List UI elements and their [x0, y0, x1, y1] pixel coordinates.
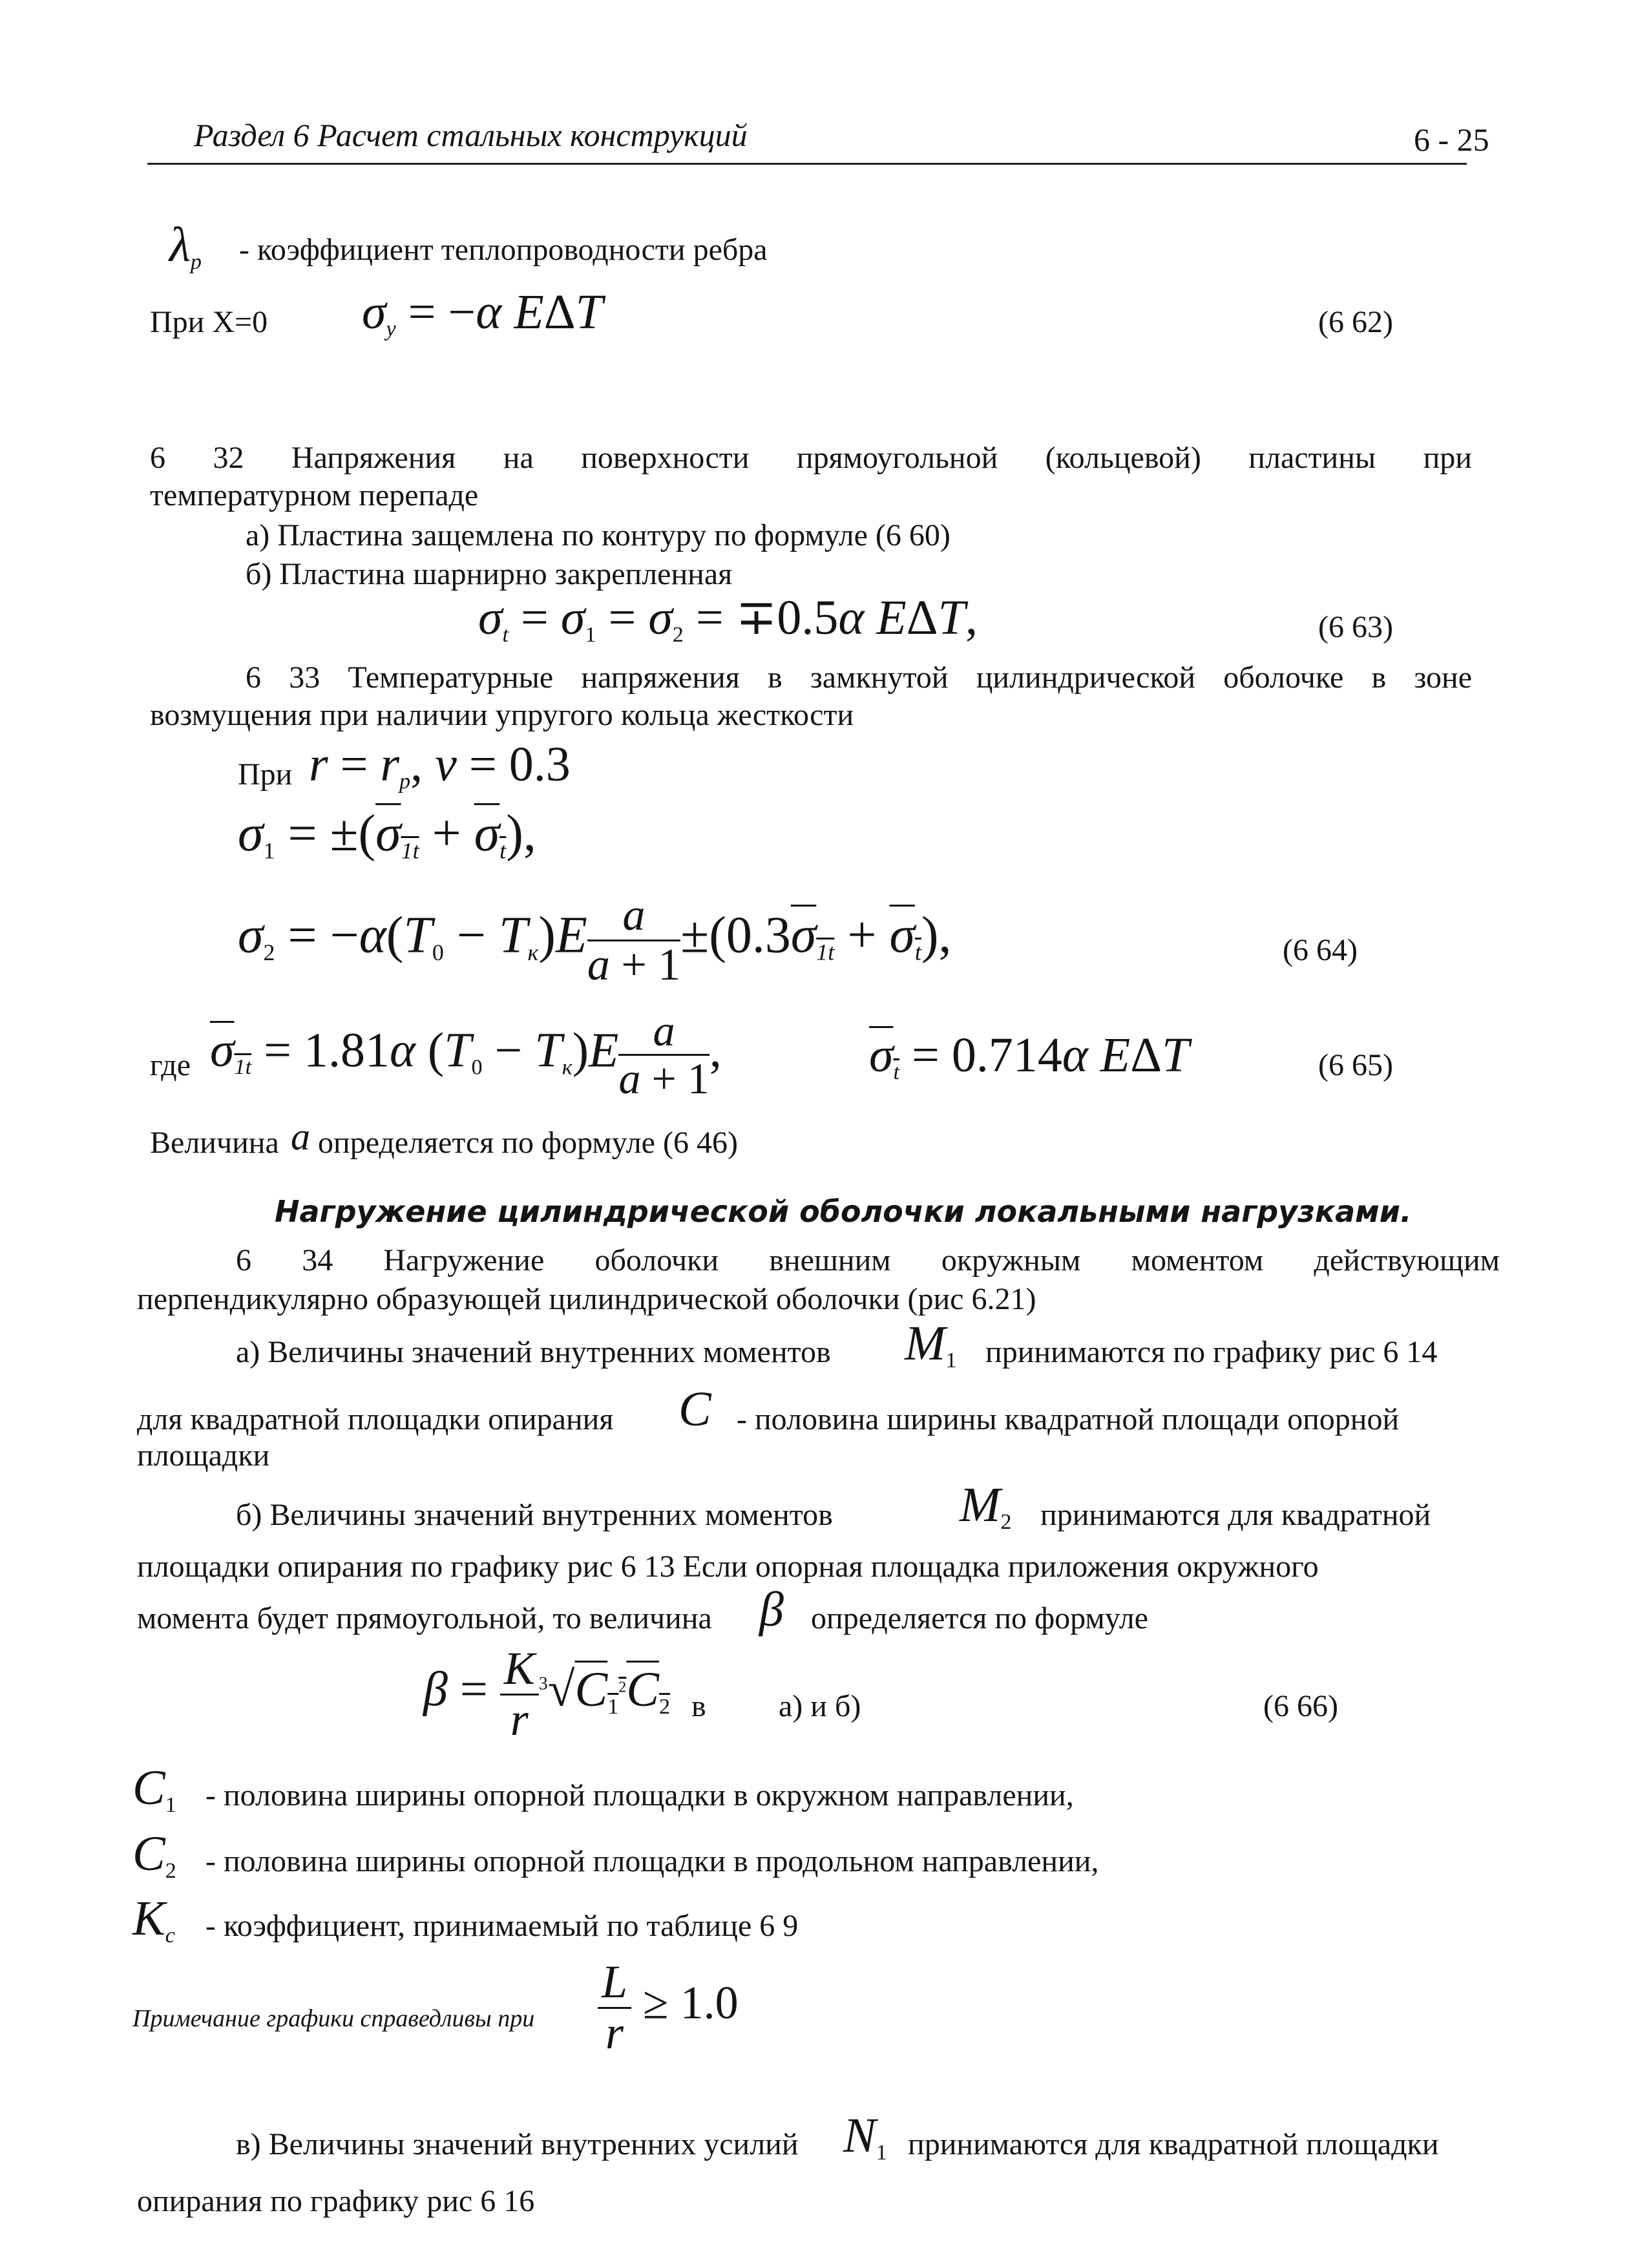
item-6-32-a: а) Пластина защемлена по контуру по формуле (6 60): [246, 518, 951, 552]
symbol-N1: $N_1$: [843, 2108, 887, 2165]
formula-6-66-cases: а) и б): [779, 1689, 861, 1723]
item-a-part1: а) Величины значений внутренних моментов: [236, 1335, 831, 1369]
symbol-C1: $C_1$: [132, 1761, 176, 1817]
page-number: 6 - 25: [1414, 121, 1489, 158]
section-heading: Нагружение цилиндрической оболочки локальными нагрузками.: [275, 1194, 1412, 1229]
symbol-beta: β: [759, 1582, 784, 1637]
equation-number-6-64: (6 64): [1283, 933, 1358, 967]
item-a-line2-part2: - половина ширины квадратной площади опорной: [737, 1402, 1400, 1436]
definition-C1: - половина ширины опорной площадки в окружном направлении,: [205, 1778, 1074, 1812]
paragraph-6-32-line2: температурном перепаде: [150, 478, 479, 512]
lambda-symbol: $\lambda_р$: [169, 218, 202, 274]
formula-6-62: $\sigma_у = -\alpha$ EΔT: [362, 285, 603, 341]
item-6-32-b: б) Пластина шарнирно закрепленная: [246, 557, 733, 591]
formula-6-64: $\sigma_2 = -\alpha(T_0 - T_к)E$ $\frac{a}{a + 1}$ $\pm(0.3\sigma_{1t} + \sigma_t)$,: [238, 890, 952, 990]
where-label: где: [150, 1048, 191, 1082]
item-v-part1: в) Величины значений внутренних усилий: [236, 2127, 799, 2161]
paragraph-6-33-line1: 6 33 Температурные напряжения в замкнутой цилиндрической оболочке в зоне: [246, 660, 1472, 695]
magnitude-definition: определяется по формуле (6 46): [318, 1126, 738, 1160]
condition-r-nu: $r = r_р$, ν = 0.3: [309, 737, 571, 793]
header-rule: [147, 163, 1467, 165]
symbol-Kc: $K_c$: [132, 1891, 175, 1948]
equation-number-6-62: (6 62): [1318, 305, 1393, 339]
note-text: Примечание графики справедливы при: [132, 2005, 535, 2032]
paragraph-6-33-line2: возмущения при наличии упругого кольца жесткости: [150, 698, 854, 732]
magnitude-label: Величина: [150, 1126, 279, 1160]
definition-Kc: - коэффициент, принимаемый по таблице 6 9: [205, 1909, 799, 1943]
lambda-definition: - коэффициент теплопроводности ребра: [239, 233, 768, 267]
definition-C2: - половина ширины опорной площадки в продольном направлении,: [205, 1844, 1099, 1878]
symbol-M1: $M_1$: [905, 1316, 957, 1372]
equation-number-6-65: (6 65): [1318, 1048, 1393, 1082]
item-b-part2: принимаются для квадратной: [1040, 1498, 1431, 1532]
condition-x0: При X=0: [150, 305, 268, 339]
item-a-line2-part1: для квадратной площадки опирания: [137, 1402, 614, 1436]
item-b-line3-part1: момента будет прямоугольной, то величина: [137, 1601, 712, 1635]
equation-number-6-63: (6 63): [1318, 610, 1393, 644]
symbol-M2: $M_2$: [960, 1478, 1012, 1534]
symbol-C2: $C_2$: [132, 1827, 176, 1883]
formula-6-66-in: в: [691, 1689, 706, 1723]
equation-number-6-66: (6 66): [1263, 1689, 1338, 1723]
formula-sigma1: $\sigma_1 = \pm(\sigma_{1t} + \sigma_t)$,: [238, 805, 536, 864]
item-v-line2: опирания по графику рис 6 16: [137, 2184, 535, 2218]
paragraph-6-34-line1: 6 34 Нагружение оболочки внешним окружным моментом действующим: [236, 1243, 1500, 1277]
symbol-a: a: [291, 1115, 310, 1158]
formula-6-65-right: $\sigma_t = 0.714\alpha$ EΔT: [869, 1028, 1190, 1084]
formula-6-65-left: $\sigma_{1t} = 1.81\alpha$ $(T_0 - T_к)E$ $\frac{a}{a + 1}$ ,: [210, 1006, 722, 1104]
item-a-line3: площадки: [137, 1438, 270, 1473]
condition-label: При: [238, 757, 293, 792]
item-b-line3-part2: определяется по формуле: [811, 1601, 1148, 1635]
paragraph-6-34-line2: перпендикулярно образующей цилиндрической оболочки (рис 6.21): [137, 1282, 1036, 1316]
page-header-title: Раздел 6 Расчет стальных конструкций: [194, 117, 748, 153]
item-a-part2: принимаются по графику рис 6 14: [985, 1335, 1438, 1369]
formula-6-63: $\sigma_t = \sigma_1 = \sigma_2 = \mp 0.5\alpha$ EΔT,: [478, 591, 978, 647]
item-b-part1: б) Величины значений внутренних моментов: [236, 1498, 833, 1532]
note-formula: $\frac{L}{r}$ ≥ 1.0: [598, 1958, 739, 2057]
symbol-C: C: [678, 1382, 711, 1436]
formula-6-66: β = $\frac{K}{r}$ $^3√C_1^2C_2$: [423, 1643, 671, 1745]
paragraph-6-32-line1: 6 32 Напряжения на поверхности прямоугольной (кольцевой) пластины при: [150, 441, 1472, 475]
item-v-part2: принимаются для квадратной площадки: [908, 2127, 1439, 2161]
item-b-line2: площадки опирания по графику рис 6 13 Если опорная площадка приложения окружного: [137, 1549, 1319, 1584]
